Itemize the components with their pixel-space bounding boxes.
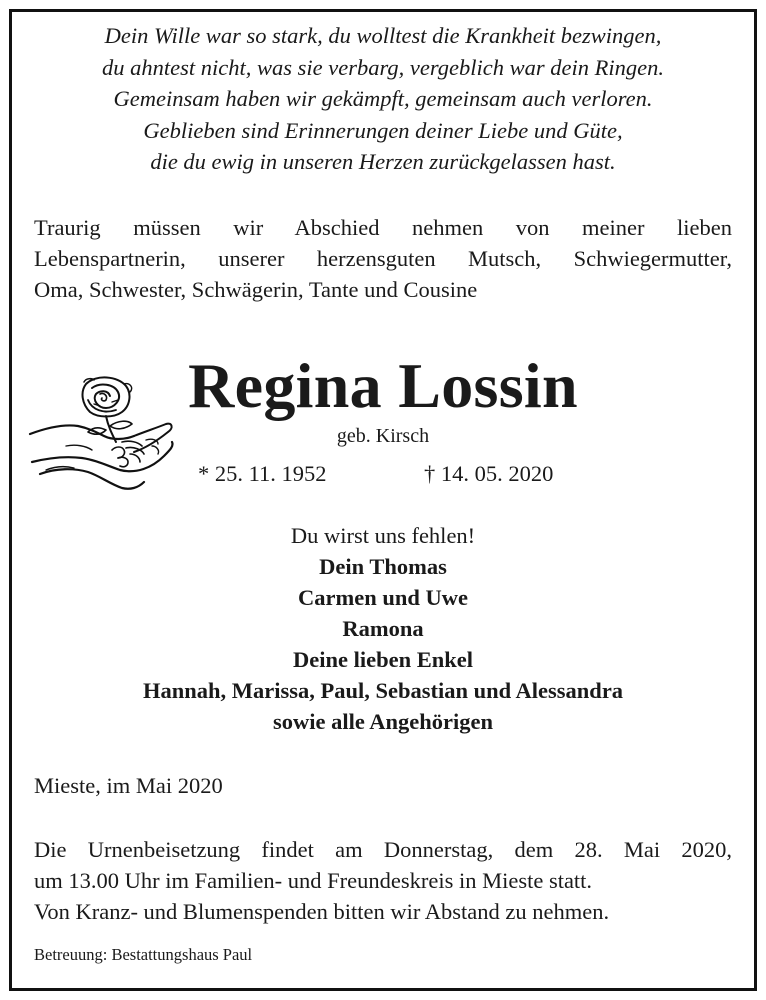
birth-date: * 25. 11. 1952 [198, 461, 327, 486]
funeral-line: Die Urnenbeisetzung findet am Donnerstag, dem 28. Mai 2020, [34, 837, 732, 862]
mourner-name: Dein Thomas [319, 554, 447, 579]
deceased-name: Regina Lossin [188, 350, 578, 421]
mourners-block [0, 520, 766, 737]
memorial-poem [0, 20, 766, 178]
intro-line: Oma, Schwester, Schwägerin, Tante und Cousine [34, 277, 478, 302]
mourner-name: Carmen und Uwe [297, 585, 468, 610]
poem-line: du ahntest nicht, was sie verbarg, vergeblich war dein Ringen. [102, 54, 664, 80]
intro-line: Traurig müssen wir Abschied nehmen von meiner lieben [34, 215, 732, 240]
mourner-name: Deine lieben Enkel [292, 647, 473, 672]
funeral-notice [34, 834, 732, 927]
poem-line: Dein Wille war so stark, du wolltest die Krankheit bezwingen, [104, 23, 662, 48]
poem-line: Gemeinsam haben wir gekämpft, gemeinsam auch verloren. [113, 86, 653, 111]
funeral-line: um 13.00 Uhr im Familien- und Freundeskreis in Mieste statt. [34, 868, 593, 893]
farewell-line: Du wirst uns fehlen! [290, 523, 476, 548]
intro-paragraph [34, 212, 732, 305]
death-date: † 14. 05. 2020 [424, 461, 554, 486]
poem-line: Geblieben sind Erinnerungen deiner Liebe und Güte, [143, 117, 623, 143]
intro-line: Lebenspartnerin, unserer herzensguten Mutsch, Schwiegermutter, [34, 246, 732, 271]
birth-name: geb. Kirsch [336, 425, 430, 447]
place-date: Mieste, im Mai 2020 [34, 773, 223, 798]
mourner-name: sowie alle Angehörigen [273, 709, 493, 734]
mourner-name: Hannah, Marissa, Paul, Sebastian und Alessandra [142, 678, 624, 703]
poem-line: die du ewig in unseren Herzen zurückgelassen hast. [150, 149, 616, 174]
mourner-name: Ramona [342, 616, 424, 641]
funeral-home-credit: Betreuung: Bestattungshaus Paul [34, 945, 253, 964]
funeral-line: Von Kranz- und Blumenspenden bitten wir Abstand zu nehmen. [34, 899, 610, 924]
